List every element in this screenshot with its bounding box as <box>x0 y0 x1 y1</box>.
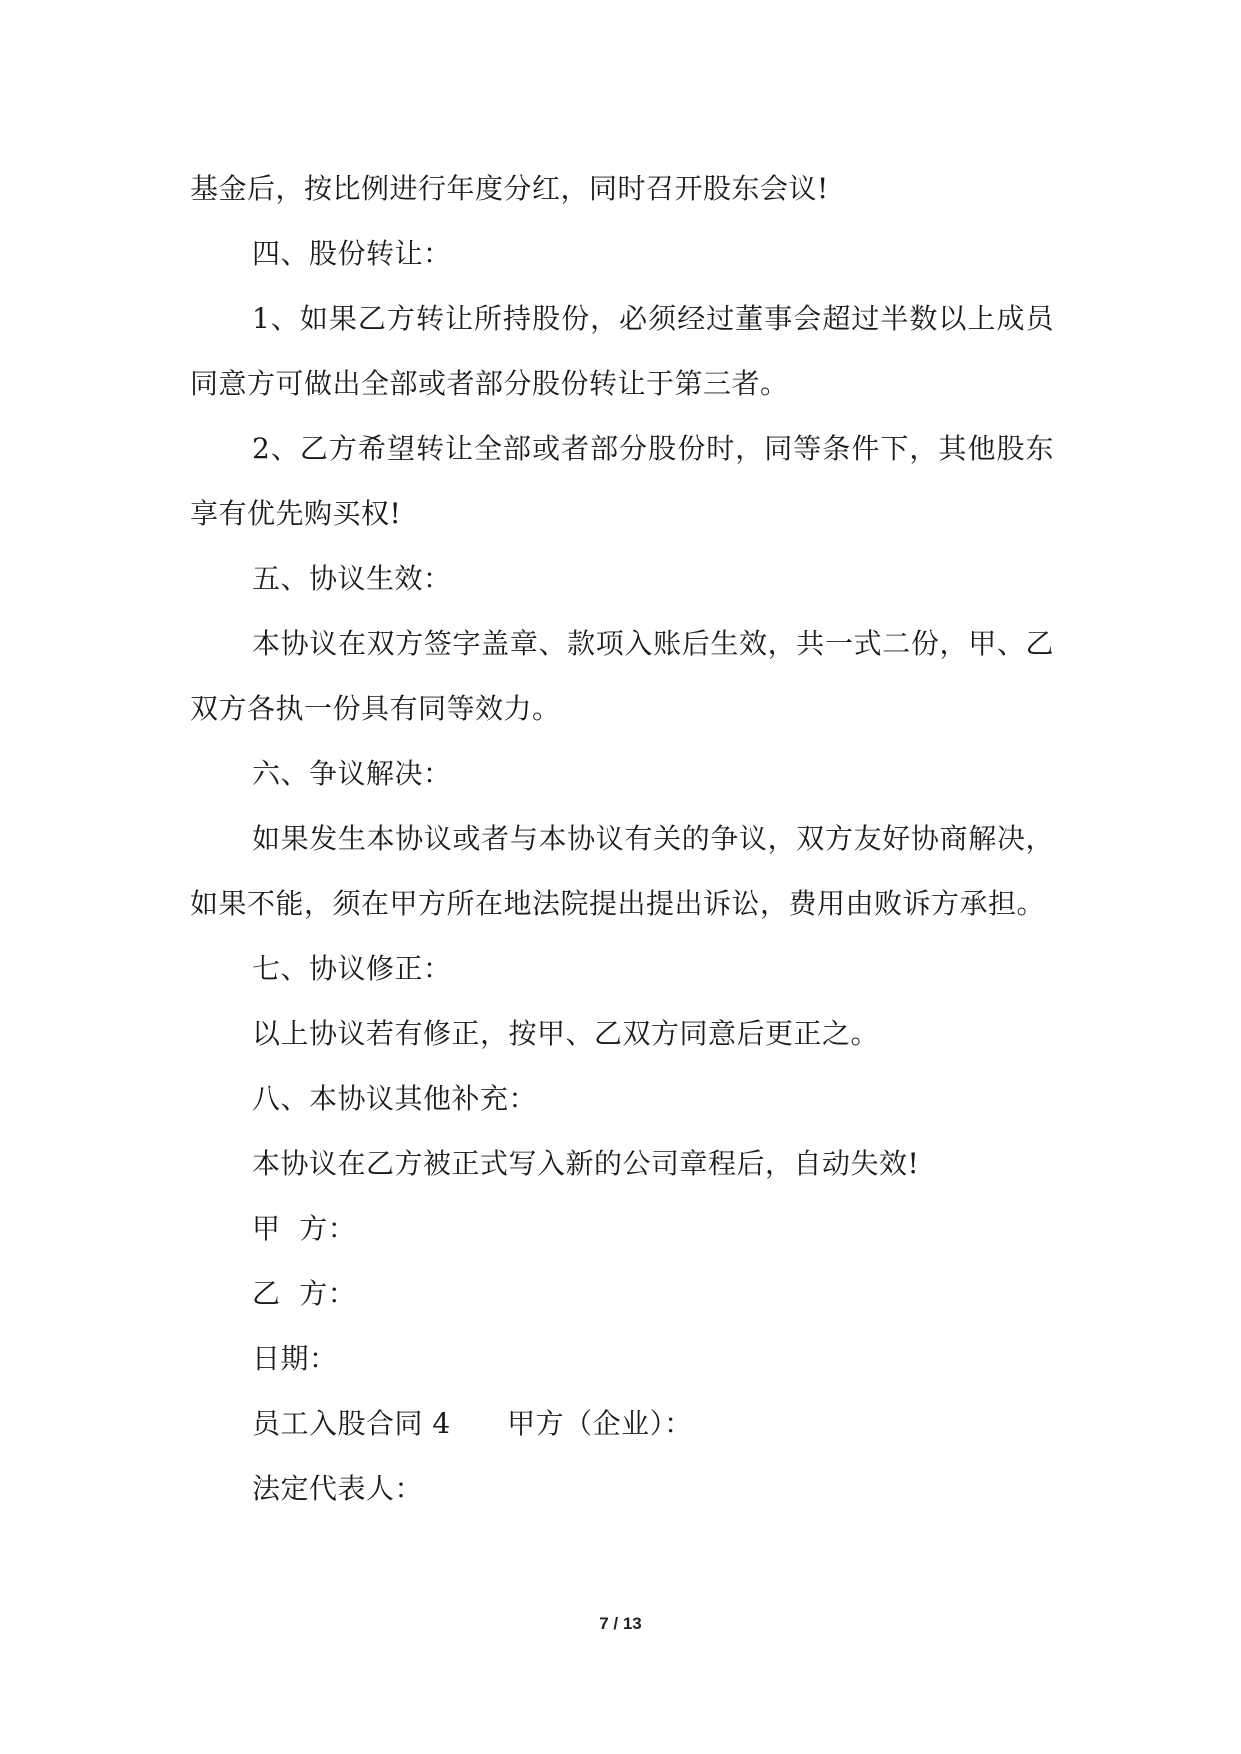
paragraph: 本协议在乙方被正式写入新的公司章程后，自动失效! <box>252 1147 920 1180</box>
signature-line-party-b: 乙 方： <box>252 1277 357 1310</box>
paragraph: 2、乙方希望转让全部或者部分股份时，同等条件下，其他股东享有优先购买权! <box>190 432 1054 530</box>
section-heading: 四、股份转让： <box>252 237 452 270</box>
section-heading: 五、协议生效： <box>252 562 452 595</box>
paragraph: 1、如果乙方转让所持股份，必须经过董事会超过半数以上成员同意方可做出全部或者部分股份转让于第三者。 <box>190 302 1054 400</box>
section-heading: 六、争议解决： <box>252 757 452 790</box>
paragraph: 本协议在双方签字盖章、款项入账后生效，共一式二份，甲、乙双方各执一份具有同等效力。 <box>190 627 1054 725</box>
section-heading: 七、协议修正： <box>252 952 452 985</box>
document-body <box>190 156 1054 1521</box>
paragraph: 如果发生本协议或者与本协议有关的争议，双方友好协商解决，如果不能，须在甲方所在地法院提出提出诉讼，费用由败诉方承担。 <box>190 822 1054 920</box>
page-number: 7 / 13 <box>599 1614 642 1633</box>
legal-representative-line: 法定代表人： <box>252 1472 424 1505</box>
contract-heading-line: 员工入股合同 4 甲方（企业）： <box>252 1407 693 1440</box>
paragraph: 基金后，按比例进行年度分红，同时召开股东会议! <box>190 172 829 205</box>
signature-line-party-a: 甲 方： <box>252 1212 357 1245</box>
section-heading: 八、本协议其他补充： <box>252 1082 538 1115</box>
date-line: 日期： <box>252 1342 338 1375</box>
paragraph: 以上协议若有修正，按甲、乙双方同意后更正之。 <box>252 1017 880 1050</box>
